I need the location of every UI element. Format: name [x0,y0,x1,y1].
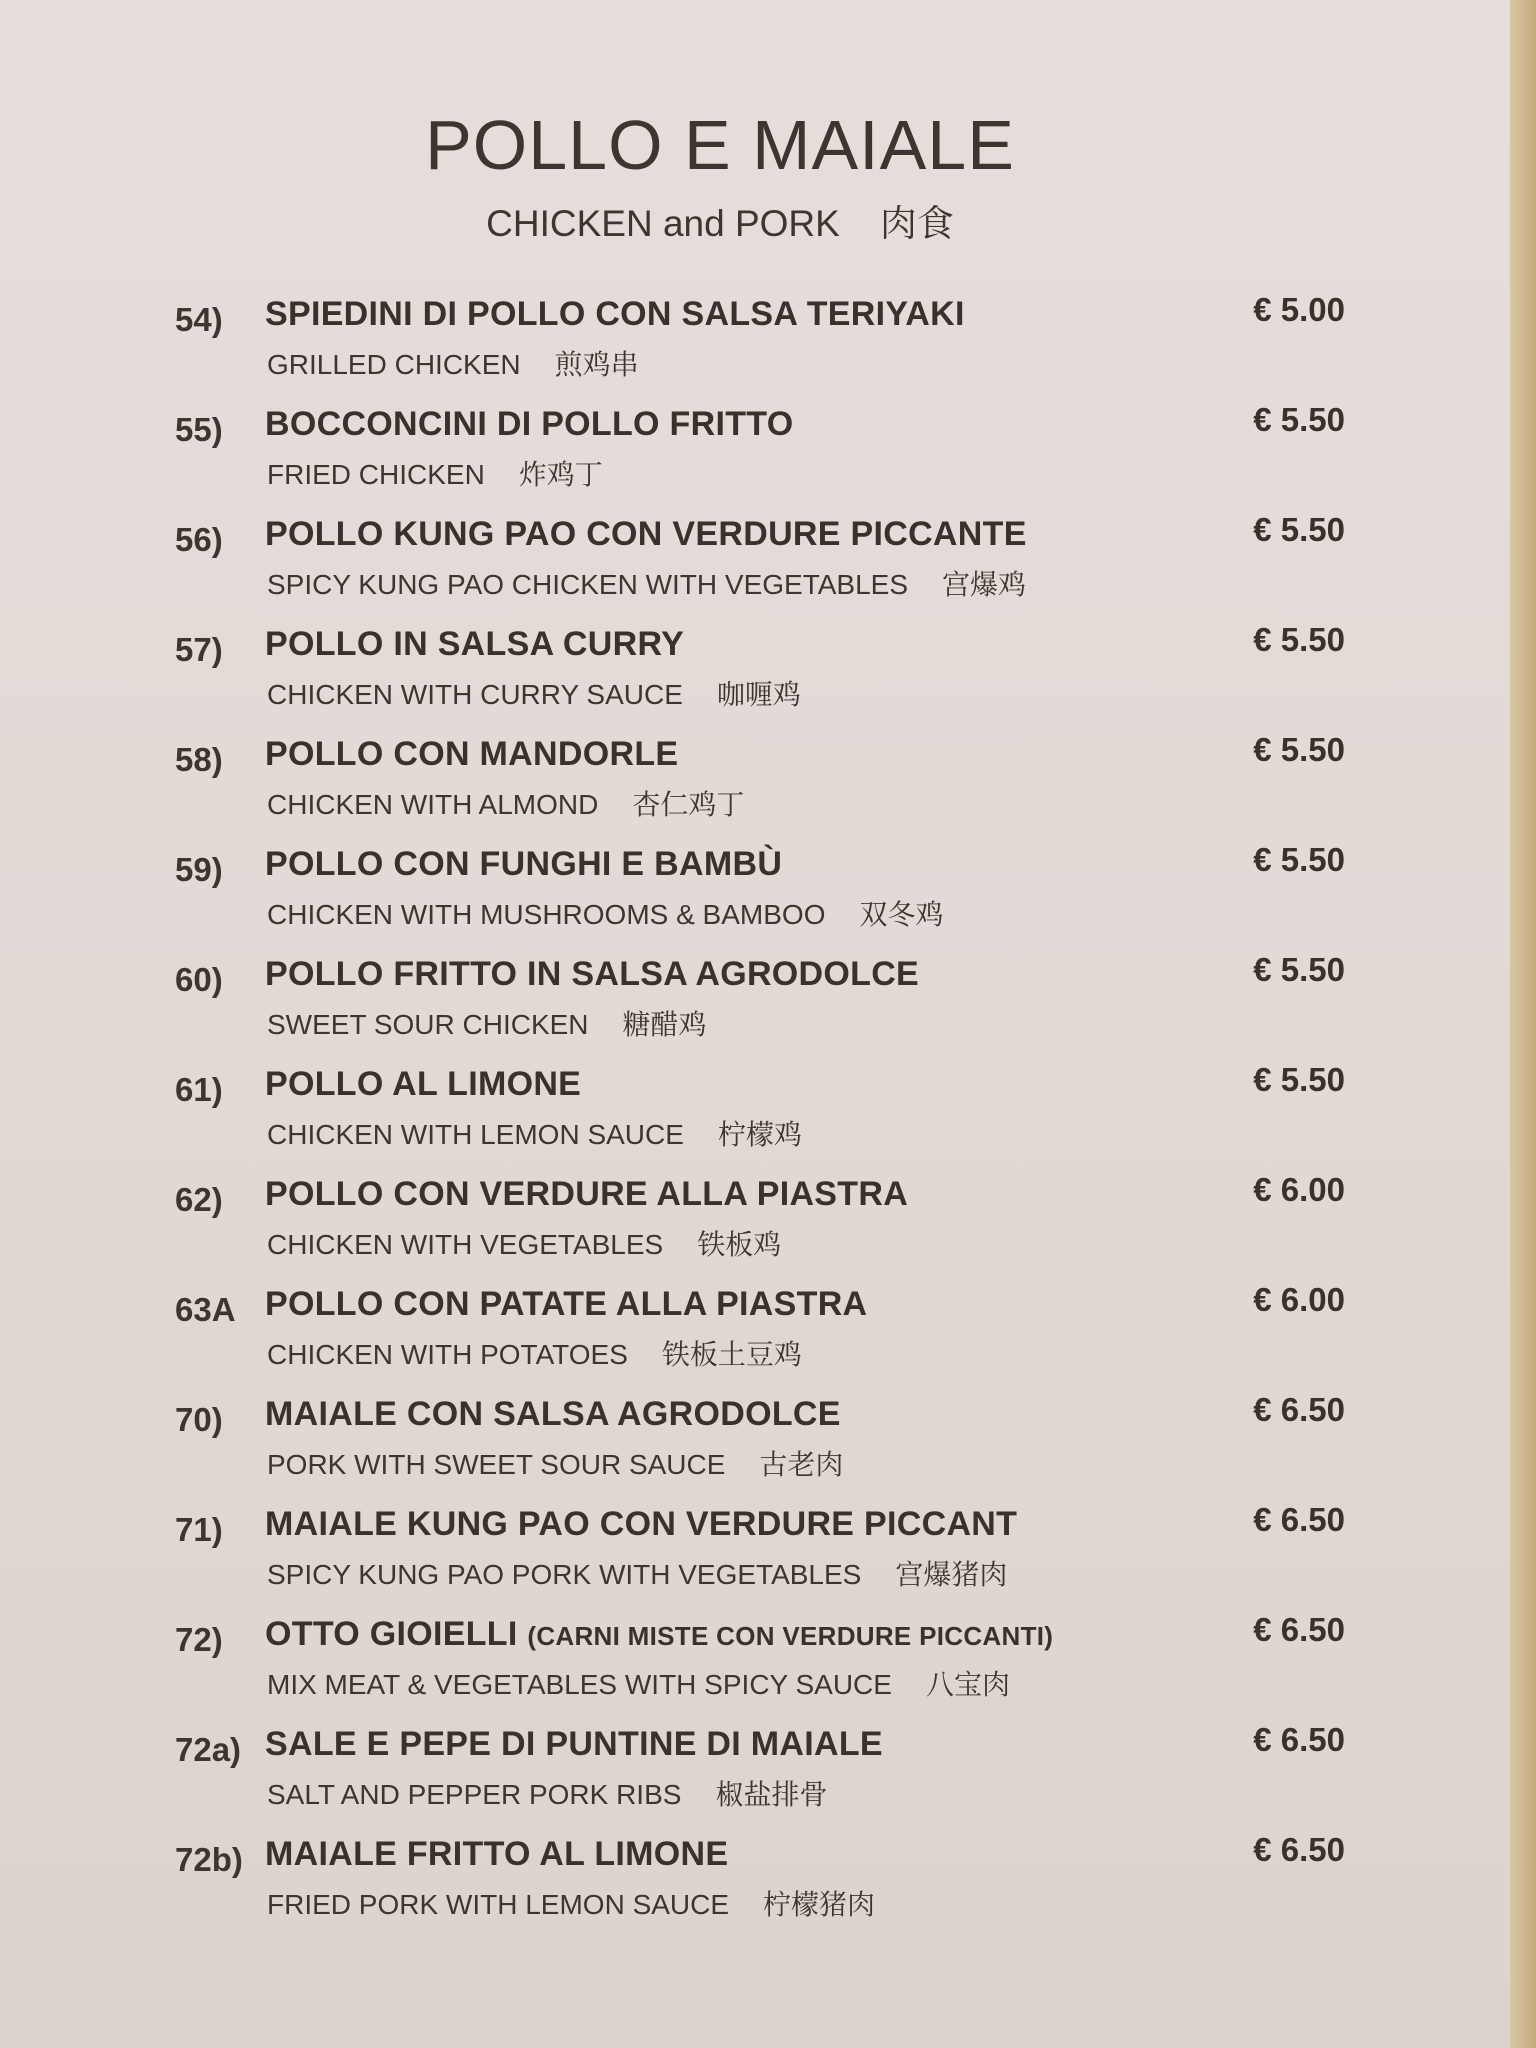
item-price: € 6.00 [1253,1171,1345,1208]
item-name-it [265,1505,1017,1544]
item-name-en-text: FRIED PORK WITH LEMON SAUCE [267,1889,730,1920]
item-price: € 5.50 [1253,1061,1345,1098]
menu-item [175,621,1345,735]
item-name-it [265,1615,1053,1654]
item-name-it-text: POLLO CON FUNGHI E BAMBÙ [265,845,783,883]
item-name-en-text: CHICKEN WITH VEGETABLES [267,1229,664,1260]
item-price: € 6.50 [1253,1611,1345,1648]
item-name-en-text: SALT AND PEPPER PORK RIBS [267,1779,682,1810]
item-name-en-text: GRILLED CHICKEN [267,349,521,380]
item-number: 71) [175,1511,223,1548]
item-name-en [267,1443,843,1483]
menu-item [175,1061,1345,1175]
item-name-it [265,1395,841,1434]
item-name-en [267,453,603,493]
item-name-it-text: SPIEDINI DI POLLO CON SALSA TERIYAKI [265,295,965,333]
item-price: € 6.50 [1253,1721,1345,1758]
item-price: € 5.50 [1253,621,1345,658]
item-name-zh: 宫爆猪肉 [895,1559,1008,1590]
item-name-en-text: SPICY KUNG PAO CHICKEN WITH VEGETABLES [267,569,909,600]
item-name-en [267,1333,802,1373]
item-name-zh: 铁板土豆鸡 [661,1339,802,1370]
item-name-it [265,405,794,444]
item-number: 72) [175,1621,223,1658]
item-name-en [267,1883,875,1923]
item-name-it [265,1285,867,1324]
menu-item [175,1831,1345,1945]
item-name-it [265,1065,581,1104]
item-name-en [267,343,639,383]
item-name-en-text: CHICKEN WITH MUSHROOMS & BAMBOO [267,899,826,930]
item-name-it [265,625,684,664]
subtitle-en: CHICKEN and PORK [486,203,840,244]
item-price: € 6.50 [1253,1831,1345,1868]
item-price: € 6.00 [1253,1281,1345,1318]
item-price: € 5.50 [1253,951,1345,988]
item-name-en-text: CHICKEN WITH ALMOND [267,789,599,820]
item-name-en-text: CHICKEN WITH CURRY SAUCE [267,679,683,710]
item-name-it [265,1835,728,1874]
subtitle-zh: 肉食 [879,203,954,244]
item-name-it-text: POLLO AL LIMONE [265,1065,582,1103]
item-name-zh: 铁板鸡 [697,1229,782,1260]
item-name-en [267,783,744,823]
item-name-it-text: POLLO CON MANDORLE [265,735,679,773]
item-name-zh: 古老肉 [759,1449,844,1480]
page-subtitle [0,193,1440,247]
item-name-zh: 咖喱鸡 [716,679,801,710]
item-number: 72b) [175,1841,243,1878]
item-name-it-text: SALE E PEPE DI PUNTINE DI MAIALE [265,1725,883,1763]
item-name-it-text: MAIALE FRITTO AL LIMONE [265,1835,729,1873]
item-name-en [267,1553,1007,1593]
item-name-it-text: POLLO FRITTO IN SALSA AGRODOLCE [265,955,920,993]
item-name-it-text: BOCCONCINI DI POLLO FRITTO [265,405,794,443]
item-name-it-text: POLLO CON VERDURE ALLA PIASTRA [265,1175,909,1213]
item-name-en-text: FRIED CHICKEN [267,459,485,490]
item-name-it [265,1175,908,1214]
item-name-it-text: POLLO IN SALSA CURRY [265,625,685,663]
item-name-it-text: POLLO KUNG PAO CON VERDURE PICCANTE [265,515,1027,553]
item-name-it [265,1725,883,1764]
menu-item [175,1391,1345,1505]
item-name-it-text: MAIALE CON SALSA AGRODOLCE [265,1395,841,1433]
item-name-en [267,563,1026,603]
item-name-it [265,295,965,334]
item-price: € 6.50 [1253,1391,1345,1428]
item-number: 72a) [175,1731,242,1768]
item-number: 54) [175,301,223,338]
menu-item [175,951,1345,1065]
item-name-en-text: SPICY KUNG PAO PORK WITH VEGETABLES [267,1559,862,1590]
item-name-it-text: MAIALE KUNG PAO CON VERDURE PICCANT [265,1505,1018,1543]
menu-item [175,1501,1345,1615]
item-name-zh: 椒盐排骨 [715,1779,828,1810]
item-price: € 5.50 [1253,731,1345,768]
item-name-en [267,1003,707,1043]
item-price: € 5.50 [1253,511,1345,548]
item-number: 63A [175,1291,236,1328]
item-name-it [265,845,782,884]
menu-item [175,1721,1345,1835]
item-name-zh: 双冬鸡 [859,899,944,930]
menu-item [175,1611,1345,1725]
item-name-zh: 糖醋鸡 [622,1009,707,1040]
item-number: 56) [175,521,223,558]
menu-item [175,291,1345,405]
item-name-it [265,955,919,994]
item-name-en [267,893,943,933]
item-name-en [267,1113,802,1153]
item-name-it [265,735,678,774]
item-name-en-text: CHICKEN WITH POTATOES [267,1339,628,1370]
item-name-zh: 柠檬猪肉 [763,1889,876,1920]
item-price: € 5.00 [1253,291,1345,328]
item-name-en [267,1773,827,1813]
item-price: € 5.50 [1253,841,1345,878]
item-name-it [265,515,1027,554]
item-name-zh: 八宝肉 [925,1669,1010,1700]
item-name-en-text: SWEET SOUR CHICKEN [267,1009,589,1040]
item-name-it-text: POLLO CON PATATE ALLA PIASTRA [265,1285,868,1323]
item-name-zh: 宫爆鸡 [942,569,1027,600]
item-name-zh: 柠檬鸡 [717,1119,802,1150]
menu-item [175,841,1345,955]
page-title: POLLO E MAIALE [425,106,1015,184]
item-name-en-text: MIX MEAT & VEGETABLES WITH SPICY SAUCE [267,1669,892,1700]
item-name-en [267,1223,781,1263]
item-number: 59) [175,851,223,888]
item-number: 61) [175,1071,223,1108]
item-name-zh: 煎鸡串 [554,349,639,380]
menu-item [175,401,1345,515]
item-name-en [267,673,801,713]
page-edge [1510,0,1536,2048]
item-name-en-text: PORK WITH SWEET SOUR SAUCE [267,1449,726,1480]
item-name-it-text: OTTO GIOIELLI [265,1615,518,1653]
item-price: € 5.50 [1253,401,1345,438]
item-name-it-note: (CARNI MISTE CON VERDURE PICCANTI) [527,1621,1054,1651]
item-name-zh: 杏仁鸡丁 [632,789,745,820]
item-name-zh: 炸鸡丁 [518,459,603,490]
item-name-en-text: CHICKEN WITH LEMON SAUCE [267,1119,684,1150]
item-number: 60) [175,961,223,998]
item-number: 58) [175,741,223,778]
item-number: 55) [175,411,223,448]
item-price: € 6.50 [1253,1501,1345,1538]
item-name-en [267,1663,1010,1703]
menu-item [175,511,1345,625]
item-number: 57) [175,631,223,668]
menu-item [175,1281,1345,1395]
menu-item [175,1171,1345,1285]
item-number: 70) [175,1401,223,1438]
item-number: 62) [175,1181,223,1218]
menu-item [175,731,1345,845]
